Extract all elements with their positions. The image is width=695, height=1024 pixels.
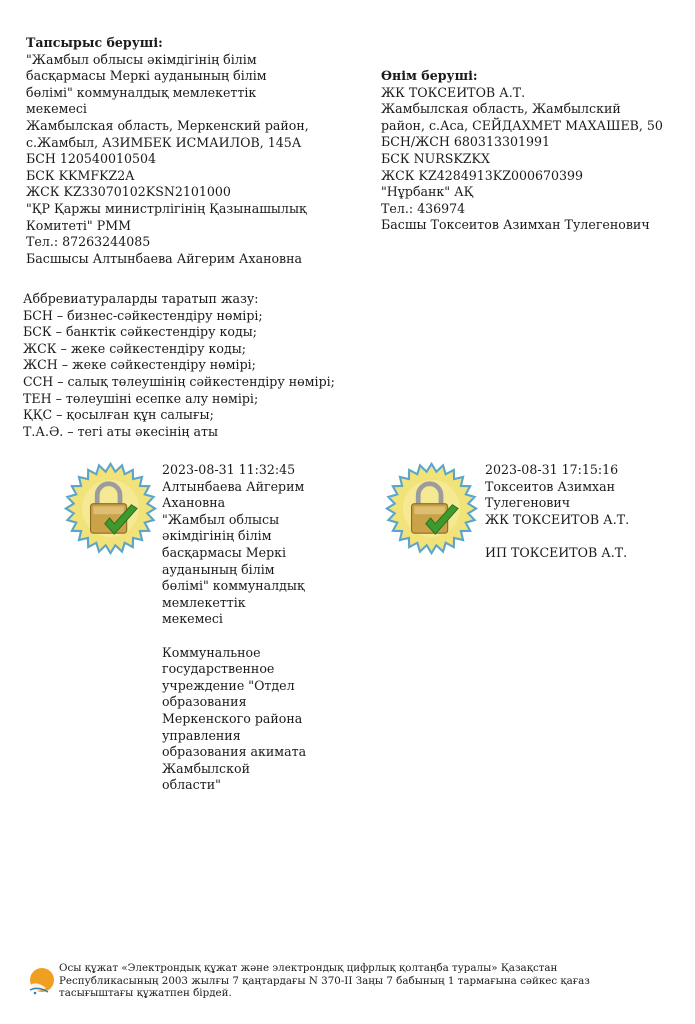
signer-organization: ЖК ТОКСЕИТОВ А.Т. bbox=[485, 511, 630, 527]
signer-organization-ru: области" bbox=[162, 777, 221, 793]
abbreviations-heading: Аббревиатураларды таратып жазу: bbox=[23, 291, 259, 306]
signer-organization-ru: Меркенского района bbox=[162, 710, 303, 726]
abbreviation-item: ЖСК – жеке сәйкестендіру коды; bbox=[23, 340, 247, 356]
abbreviation-item: ҚҚС – қосылған құн салығы; bbox=[23, 407, 214, 423]
customer-line: Басшысы Алтынбаева Айгерим Ахановна bbox=[26, 250, 303, 266]
signature-timestamp: 2023-08-31 11:32:45 bbox=[162, 462, 296, 477]
footer-line: Республикасының 2003 жылғы 7 қаңтардағы N 370-II Заңы 7 бабының 1 тармағына сәйкес қағаз bbox=[59, 974, 590, 987]
supplier-line: "Нұрбанк" АҚ bbox=[381, 184, 474, 200]
customer-line: "ҚР Қаржы министрлігінің Қазынашылық bbox=[26, 200, 307, 216]
customer-line: с.Жамбыл, АЗИМБЕК ИСМАИЛОВ, 145А bbox=[26, 134, 302, 150]
footer-line: тасығыштағы құжатпен бірдей. bbox=[59, 987, 232, 1000]
signer-organization: әкімдігінің білім bbox=[162, 528, 272, 544]
signer-name: Тулегенович bbox=[485, 495, 571, 511]
signer-organization: бөлімі" коммуналдық bbox=[162, 578, 305, 594]
customer-line: Тел.: 87263244085 bbox=[26, 234, 151, 250]
supplier-line: ЖК ТОКСЕИТОВ А.Т. bbox=[381, 84, 526, 100]
supplier-line: район, с.Аса, СЕЙДАХМЕТ МАХАШЕВ, 50 bbox=[381, 117, 663, 133]
abbreviations-block bbox=[23, 291, 335, 440]
abbreviation-item: БСК – банктік сәйкестендіру коды; bbox=[23, 324, 257, 340]
signature-seal-icon bbox=[384, 461, 479, 556]
customer-line: Комитеті" РММ bbox=[26, 217, 131, 233]
signature-timestamp: 2023-08-31 17:15:16 bbox=[485, 462, 619, 477]
customer-line: БСН 120540010504 bbox=[26, 151, 157, 167]
abbreviation-item: ТЕН – төлеушіні есепке алу нөмірі; bbox=[23, 390, 259, 406]
customer-line: басқармасы Меркі ауданының білім bbox=[26, 68, 267, 84]
signer-organization: басқармасы Меркі bbox=[162, 544, 287, 560]
supplier-heading: Өнім беруші: bbox=[381, 68, 478, 83]
signer-organization-ru: Жамбылской bbox=[162, 760, 250, 776]
customer-line: бөлімі" коммуналдық мемлекеттік bbox=[26, 84, 257, 100]
signer-organization: ауданының білім bbox=[162, 561, 275, 577]
abbreviation-item: ССН – салық төлеушінің сәйкестендіру нөмірі; bbox=[23, 373, 335, 389]
signer-organization-ru: Коммунальное bbox=[162, 644, 261, 660]
signer-organization: мекемесі bbox=[162, 611, 223, 627]
signer-organization-ru: управления bbox=[162, 727, 241, 743]
customer-line: ЖСК KZ33070102KSN2101000 bbox=[26, 184, 231, 200]
legal-footer-note bbox=[59, 962, 659, 1000]
abbreviation-item: Т.А.Ә. – тегі аты әкесінің аты bbox=[23, 423, 218, 439]
signer-name: Токсеитов Азимхан bbox=[485, 478, 615, 494]
signer-organization-ru: образования акимата bbox=[162, 744, 307, 760]
signer-organization-ru: ИП ТОКСЕИТОВ А.Т. bbox=[485, 544, 628, 560]
customer-heading: Тапсырыс беруші: bbox=[26, 35, 163, 50]
supplier-line: Жамбылская область, Жамбылский bbox=[381, 101, 621, 117]
supplier-line: БСК NURSKZKX bbox=[381, 150, 490, 166]
abbreviation-item: ЖСН – жеке сәйкестендіру нөмірі; bbox=[23, 357, 256, 373]
signature-1-details bbox=[162, 462, 306, 794]
customer-line: "Жамбыл облысы әкімдігінің білім bbox=[26, 51, 257, 67]
signer-organization: мемлекеттік bbox=[162, 594, 246, 610]
signer-organization: "Жамбыл облысы bbox=[162, 511, 280, 527]
customer-line: БСК KKMFKZ2A bbox=[26, 167, 135, 183]
signer-organization-ru: учреждение "Отдел bbox=[162, 677, 295, 693]
signature-2-details bbox=[485, 462, 629, 562]
customer-line: мекемесі bbox=[26, 101, 87, 117]
signer-name: Ахановна bbox=[162, 495, 226, 511]
supplier-block bbox=[381, 68, 663, 234]
signer-name: Алтынбаева Айгерим bbox=[162, 478, 305, 494]
supplier-line: Тел.: 436974 bbox=[381, 200, 466, 216]
abbreviation-item: БСН – бизнес-сәйкестендіру нөмірі; bbox=[23, 307, 263, 323]
customer-line: Жамбылская область, Меркенский район, bbox=[26, 117, 309, 133]
footer-line: Осы құжат «Электрондық құжат және электрондық цифрлық қолтаңба туралы» Қазақстан bbox=[59, 962, 558, 974]
supplier-line: БСН/ЖСН 680313301991 bbox=[381, 134, 551, 150]
signature-seal-icon bbox=[63, 461, 158, 556]
signer-organization-ru: государственное bbox=[162, 661, 275, 677]
supplier-line: ЖСК KZ4284913KZ000670399 bbox=[381, 167, 584, 183]
egov-logo-icon bbox=[26, 966, 56, 996]
customer-block bbox=[26, 35, 309, 267]
supplier-line: Басшы Токсеитов Азимхан Тулегенович bbox=[381, 217, 650, 233]
signer-organization-ru: образования bbox=[162, 694, 247, 710]
